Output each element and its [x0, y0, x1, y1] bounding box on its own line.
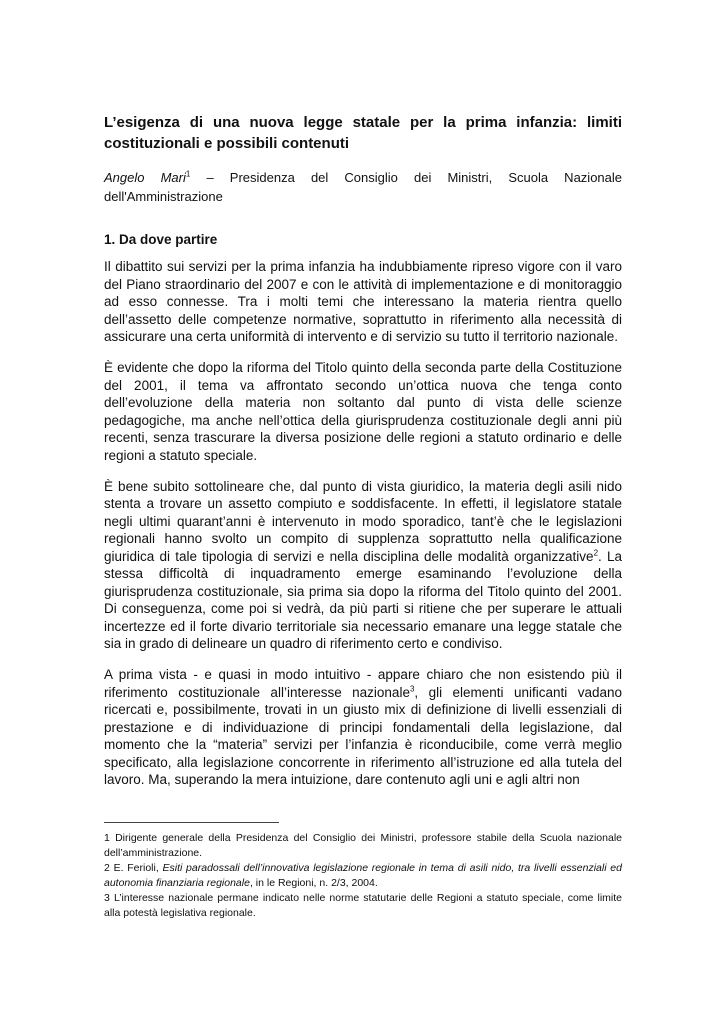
footnotes	[104, 831, 622, 921]
footnote-2-citation-title: Esiti paradossali dell’innovativa legislazione regionale in tema di asili nido, tra livelli essenziali ed autonomia finanziaria regionale	[104, 862, 622, 889]
footnote-2-suffix: , in le Regioni, n. 2/3, 2004.	[249, 877, 378, 889]
paragraph-4-text-a: A prima vista - e quasi in modo intuitivo - appare chiaro che non esistendo più il riferimento costituzionale all’interesse nazionale	[104, 667, 622, 700]
author-name: Angelo Mari	[104, 170, 186, 185]
footnote-ref-1[interactable]: 1	[185, 169, 191, 179]
footnote-ref-2[interactable]: 2	[593, 548, 599, 557]
footnote-1: 1 Dirigente generale della Presidenza del Consiglio dei Ministri, professore stabile della Scuola nazionale dell’amministrazione.	[104, 832, 622, 859]
author-line	[104, 168, 622, 206]
paragraph-3-text-a: È bene subito sottolineare che, dal punto di vista giuridico, la materia degli asili nido stenta a trovare un assetto compiuto e soddisfacente. In effetti, il legislatore statale negli ultimi quarant’anni è intervenuto in modo sporadico, tant’è che le legislazioni regionali hanno svolto un compito di supplenza soprattutto nella qualificazione giuridica di tale tipologia di servizi e nella disciplina delle modalità organizzative	[104, 478, 622, 564]
document-title: L’esigenza di una nuova legge statale per la prima infanzia: limiti costituzionali e possibili contenuti	[104, 114, 622, 152]
paragraph-3	[104, 478, 622, 653]
paragraph-1: Il dibattito sui servizi per la prima infanzia ha indubbiamente ripreso vigore con il varo del Piano straordinario del 2007 e con le attività di implementazione e di monitoraggio ad esso connesse. Tra i molti temi che interessano la materia rientra quello dell’assetto delle competenze normative, soprattutto in riferimento alla necessità di assicurare una certa uniformità di intervento e di servizio su tutto il territorio nazionale.	[104, 259, 622, 344]
footnote-separator	[104, 822, 279, 823]
paragraph-4	[104, 666, 622, 789]
paragraph-3-text-b: . La stessa difficoltà di inquadramento emerge esaminando l’evoluzione della giurisprudenza costituzionale, sia prima sia dopo la riforma del Titolo quinto del 2001. Di conseguenza, come poi si vedrà, da più parti si ritiene che per superare le attuali incertezze ed il forte divario territoriale sia necessario emanare una legge statale che sia in grado di delineare un quadro di riferimento certo e condiviso.	[104, 548, 622, 651]
footnote-3: 3 L’interesse nazionale permane indicato nelle norme statutarie delle Regioni a statuto speciale, come limite alla potestà legislativa regionale.	[104, 892, 622, 919]
section-heading: 1. Da dove partire	[104, 232, 218, 247]
paragraph-4-text-b: , gli elementi unificanti vadano ricercati e, possibilmente, trovati in un giusto mix di definizione di livelli essenziali di prestazione e di individuazione di principi fondamentali della legislazione, dal momento che la “materia” servizi per l’infanzia è riconducibile, come verrà meglio specificato, alla legislazione concorrente in riferimento all’istruzione ed alla tutela del lavoro. Ma, superando la mera intuizione, dare contenuto agli uni e agli altri non	[104, 684, 622, 787]
footnote-ref-3[interactable]: 3	[409, 684, 415, 693]
footnote-2	[104, 861, 622, 891]
document-body	[104, 112, 622, 802]
footnote-2-prefix: 2 E. Ferioli,	[104, 862, 163, 874]
paragraph-2: È evidente che dopo la riforma del Titolo quinto della seconda parte della Costituzione del 2001, il tema va affrontato secondo un’ottica nuova che tenga conto dell’evoluzione della materia non soltanto dal punto di vista delle scienze pedagogiche, ma anche nell’ottica della giurisprudenza costituzionale degli anni più recenti, senza trascurare la diversa posizione delle regioni a statuto ordinario e delle regioni a statuto speciale.	[104, 360, 622, 463]
author-affiliation: – Presidenza del Consiglio dei Ministri, Scuola Nazionale dell'Amministrazione	[104, 170, 623, 204]
